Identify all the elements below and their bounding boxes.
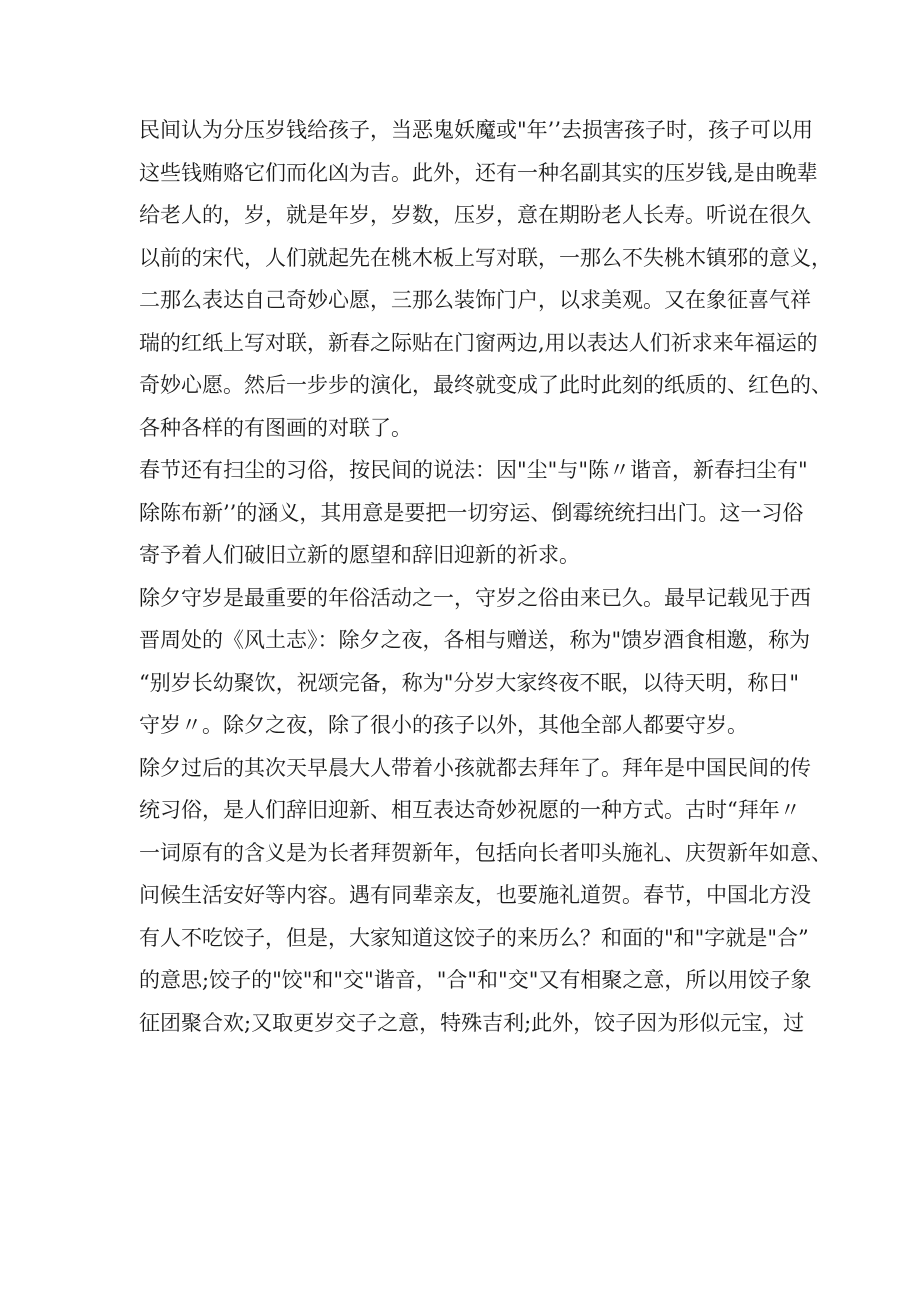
text-line: 除陈布新’’的涵义，其用意是要把一切穷运、倒霉统统扫出门。这一习俗 bbox=[139, 500, 804, 525]
text-line: 守岁〃。除夕之夜，除了很小的孩子以外，其他全部人都要守岁。 bbox=[139, 713, 748, 737]
text-line: 各种各样的有图画的对联了。 bbox=[139, 415, 412, 440]
paragraph-sweeping-dust bbox=[139, 449, 808, 577]
text-line: 给老人的，岁，就是年岁，岁数，压岁，意在期盼老人长寿。听说在很久 bbox=[139, 203, 811, 227]
paragraph-new-years-eve bbox=[139, 577, 811, 747]
text-line: 这些钱贿赂它们而化凶为吉。此外，还有一种名副其实的压岁钱,是由晚辈 bbox=[139, 160, 818, 185]
text-line: 的意思;饺子的"饺"和"交"谐音，"合"和"交"又有相聚之意，所以用饺子象 bbox=[139, 968, 812, 992]
paragraph-new-year-greetings bbox=[139, 747, 832, 1045]
text-line: 晋周处的《风土志》：除夕之夜，各相与赠送，称为"馈岁酒食相邀，称为 bbox=[139, 628, 811, 652]
text-line: 奇妙心愿。然后一步步的演化，最终就变成了此时此刻的纸质的、红色的、 bbox=[139, 373, 832, 397]
text-line: 一词原有的含义是为长者拜贺新年，包括向长者叩头施礼、庆贺新年如意、 bbox=[139, 840, 832, 865]
document-body bbox=[139, 109, 832, 1044]
text-line: 除夕过后的其次天早晨大人带着小孩就都去拜年了。拜年是中国民间的传 bbox=[139, 755, 811, 780]
text-line: 除夕守岁是最重要的年俗活动之一，守岁之俗由来已久。最早记载见于西 bbox=[139, 585, 811, 610]
text-line: 统习俗，是人们辞旧迎新、相互表达奇妙祝愿的一种方式。古时“拜年〃 bbox=[139, 798, 801, 822]
text-line: 以前的宋代，人们就起先在桃木板上写对联，一那么不失桃木镇邪的意义， bbox=[139, 245, 832, 270]
text-line: 春节还有扫尘的习俗，按民间的说法：因"尘"与"陈〃谐音，新春扫尘有" bbox=[139, 458, 808, 482]
text-line: 问候生活安好等内容。遇有同辈亲友，也要施礼道贺。春节，中国北方没 bbox=[139, 883, 811, 907]
text-line: 二那么表达自己奇妙心愿，三那么装饰门户，以求美观。又在象征喜气祥 bbox=[139, 288, 811, 312]
text-line: 瑞的红纸上写对联，新春之际贴在门窗两边,用以表达人们祈求来年福运的 bbox=[139, 330, 818, 355]
text-line: 民间认为分压岁钱给孩子，当恶鬼妖魔或"年’’去损害孩子时，孩子可以用 bbox=[139, 118, 814, 142]
paragraph-lucky-money bbox=[139, 109, 832, 449]
text-line: 寄予着人们破旧立新的愿望和辞旧迎新的祈求。 bbox=[139, 543, 580, 567]
text-line: 征团聚合欢;又取更岁交子之意，特殊吉利;此外，饺子因为形似元宝，过 bbox=[139, 1010, 805, 1035]
text-line: 有人不吃饺子，但是，大家知道这饺子的来历么？和面的"和"字就是"合” bbox=[139, 925, 809, 950]
text-line: “别岁长幼聚饮，祝颂完备，称为"分岁大家终夜不眠，以待天明，称日" bbox=[139, 670, 800, 695]
